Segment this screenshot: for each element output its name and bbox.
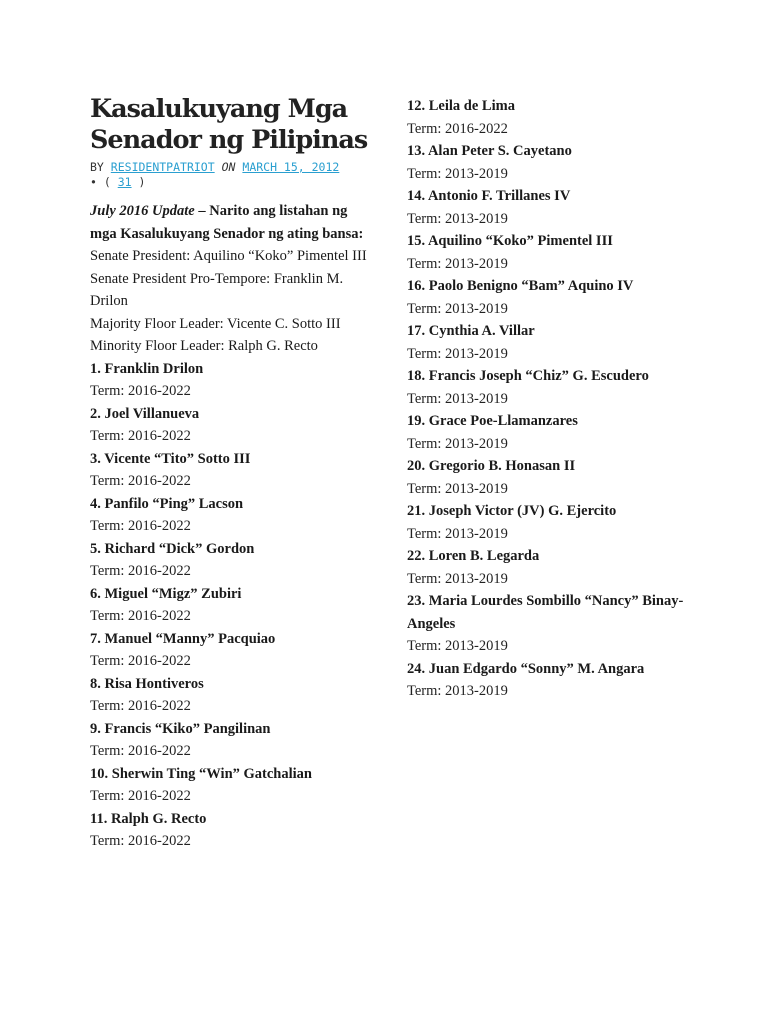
- senator-name: 10. Sherwin Ting “Win” Gatchalian: [90, 765, 312, 782]
- senator-term: Term: 2016-2022: [90, 833, 191, 849]
- senator-term: Term: 2013-2019: [407, 165, 508, 182]
- senator-name: 22. Loren B. Legarda: [407, 548, 540, 564]
- senator-name: 7. Manuel “Manny” Pacquiao: [90, 630, 276, 647]
- comments-suffix: ): [138, 175, 146, 189]
- senator-name: 14. Antonio F. Trillanes IV: [407, 188, 571, 204]
- update-label: July 2016 Update: [90, 203, 195, 219]
- senator-name: 19. Grace Poe-Llamanzares: [407, 413, 578, 429]
- article-title: [90, 94, 370, 156]
- senator-term: Term: 2016-2022: [90, 653, 191, 669]
- senator-term: Term: 2013-2019: [407, 683, 508, 699]
- senator-name: 13. Alan Peter S. Cayetano: [407, 143, 572, 159]
- senator-name: 16. Paolo Benigno “Bam” Aquino IV: [407, 278, 634, 294]
- right-column: [407, 95, 687, 703]
- senator-term: Term: 2016-2022: [407, 120, 508, 137]
- intro-text: – Narito ang listahan ng mga Kasalukuyang Senador ng ating bansa:: [90, 203, 364, 242]
- senator-term: Term: 2016-2022: [90, 743, 191, 759]
- senator-term: Term: 2016-2022: [90, 698, 191, 714]
- senator-name: 1. Franklin Drilon: [90, 360, 204, 377]
- byline: [90, 160, 370, 190]
- senator-term: Term: 2013-2019: [407, 570, 508, 587]
- senator-term: Term: 2013-2019: [407, 255, 508, 272]
- senator-name: 6. Miguel “Migz” Zubiri: [90, 585, 242, 602]
- senator-name: 12. Leila de Lima: [407, 98, 515, 114]
- leadership-item: Senate President Pro-Tempore: Franklin M. Drilon: [90, 270, 344, 309]
- senator-name: 9. Francis “Kiko” Pangilinan: [90, 720, 271, 737]
- comments-count-link[interactable]: 31: [117, 175, 132, 189]
- author-link[interactable]: RESIDENTPATRIOT: [110, 160, 215, 174]
- senator-name: 20. Gregorio B. Honasan II: [407, 458, 576, 474]
- senator-term: Term: 2013-2019: [407, 525, 508, 542]
- senator-name: 23. Maria Lourdes Sombillo “Nancy” Binay-Angeles: [407, 593, 684, 632]
- senator-name: 11. Ralph G. Recto: [90, 810, 207, 827]
- senator-name: 15. Aquilino “Koko” Pimentel III: [407, 233, 613, 249]
- intro-paragraph: [90, 200, 370, 245]
- senator-name: 8. Risa Hontiveros: [90, 675, 204, 692]
- article-title-line2: Senador ng Pilipinas: [90, 125, 368, 155]
- senator-term: Term: 2013-2019: [407, 435, 508, 452]
- senator-term: Term: 2016-2022: [90, 428, 191, 444]
- on-label: ON: [221, 160, 236, 174]
- leadership-list: [90, 245, 370, 358]
- by-label: BY: [90, 160, 104, 174]
- leadership-item: Minority Floor Leader: Ralph G. Recto: [90, 338, 318, 354]
- senator-name: 5. Richard “Dick” Gordon: [90, 540, 255, 557]
- senator-name: 2. Joel Villanueva: [90, 405, 200, 422]
- senator-term: Term: 2013-2019: [407, 300, 508, 317]
- senator-term: Term: 2016-2022: [90, 788, 191, 804]
- senator-term: Term: 2013-2019: [407, 638, 508, 654]
- senator-term: Term: 2013-2019: [407, 210, 508, 227]
- article-title-line1: Kasalukuyang Mga: [90, 94, 348, 124]
- senator-name: 17. Cynthia A. Villar: [407, 323, 535, 339]
- senator-name: 24. Juan Edgardo “Sonny” M. Angara: [407, 660, 645, 677]
- date-link[interactable]: MARCH 15, 2012: [242, 160, 340, 174]
- leadership-item: Majority Floor Leader: Vicente C. Sotto III: [90, 315, 341, 332]
- comments-prefix: • (: [90, 175, 111, 189]
- senator-term: Term: 2016-2022: [90, 518, 191, 534]
- leadership-item: Senate President: Aquilino “Koko” Pimentel III: [90, 248, 367, 264]
- senator-name: 4. Panfilo “Ping” Lacson: [90, 495, 244, 512]
- senator-term: Term: 2013-2019: [407, 390, 508, 407]
- senator-name: 21. Joseph Victor (JV) G. Ejercito: [407, 503, 617, 519]
- senator-term: Term: 2016-2022: [90, 383, 191, 399]
- senator-name: 3. Vicente “Tito” Sotto III: [90, 450, 251, 467]
- senator-term: Term: 2016-2022: [90, 608, 191, 624]
- senator-term: Term: 2016-2022: [90, 473, 191, 489]
- senator-term: Term: 2013-2019: [407, 345, 508, 362]
- left-column: [90, 94, 370, 853]
- senator-list-left: [90, 358, 370, 853]
- senator-term: Term: 2016-2022: [90, 563, 191, 579]
- senator-term: Term: 2013-2019: [407, 480, 508, 497]
- senator-name: 18. Francis Joseph “Chiz” G. Escudero: [407, 368, 649, 384]
